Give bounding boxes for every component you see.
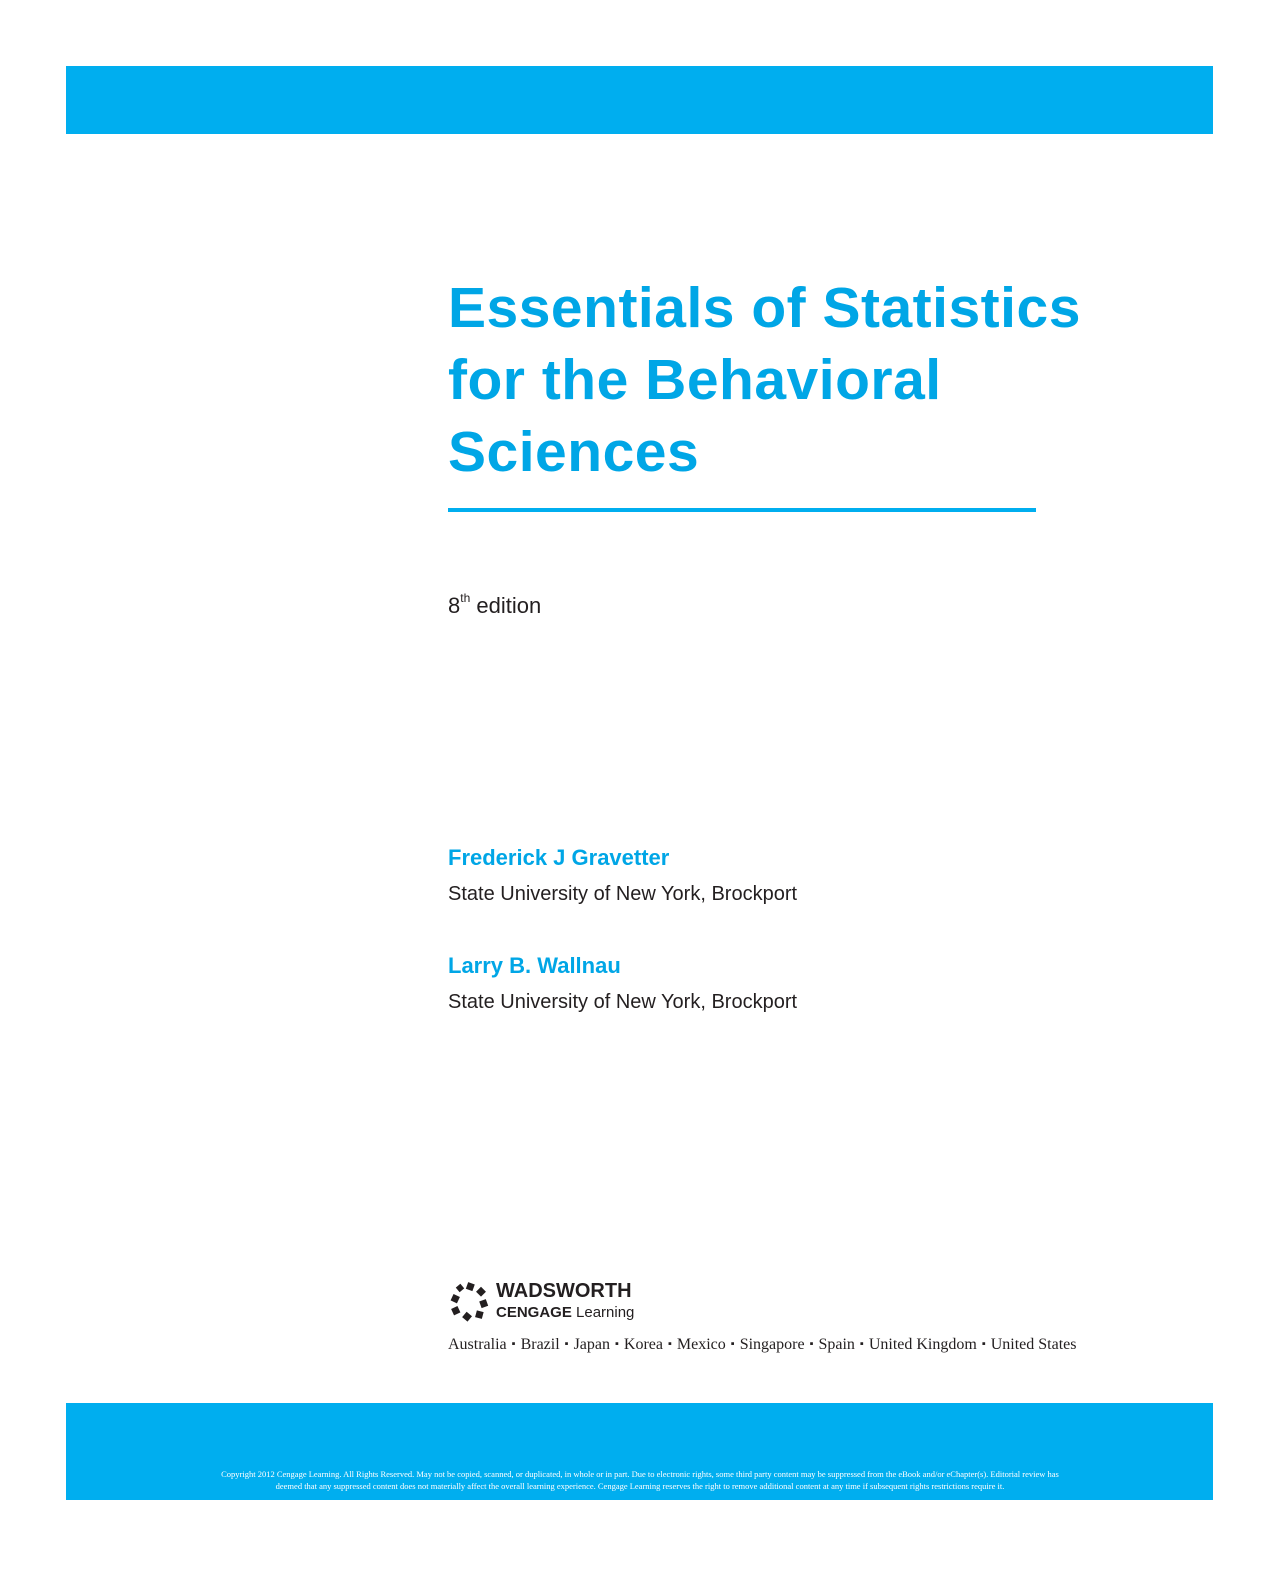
author-name: Larry B. Wallnau	[448, 953, 621, 978]
publisher-logo	[450, 1280, 670, 1326]
title-line: for the Behavioral	[448, 348, 942, 412]
logo-wordmark-bottom	[496, 1304, 634, 1321]
cengage-mark-icon	[450, 1282, 490, 1322]
bullet-separator: ▪	[730, 1338, 735, 1350]
bullet-separator: ▪	[511, 1338, 516, 1350]
publisher-countries	[448, 1336, 1077, 1354]
bullet-separator: ▪	[564, 1338, 569, 1350]
bullet-separator: ▪	[668, 1338, 672, 1350]
title-line: Sciences	[448, 420, 700, 484]
logo-wordmark-top: WADSWORTH	[496, 1280, 632, 1302]
bullet-separator: ▪	[859, 1338, 864, 1350]
bullet-separator: ▪	[981, 1338, 986, 1350]
top-color-band	[66, 66, 1213, 134]
country-name: United States	[990, 1336, 1077, 1353]
logo-cengage: CENGAGE	[496, 1304, 572, 1321]
country-name: United Kingdom	[868, 1336, 977, 1353]
country-name: Singapore	[739, 1336, 805, 1353]
country-name: Spain	[818, 1336, 855, 1353]
edition-word: edition	[476, 593, 542, 618]
logo-learning: Learning	[576, 1304, 635, 1321]
country-name: Japan	[573, 1336, 610, 1353]
bullet-separator: ▪	[809, 1338, 814, 1350]
author-affiliation: State University of New York, Brockport	[448, 991, 798, 1013]
title-rule	[448, 508, 1036, 512]
country-name: Korea	[623, 1336, 663, 1353]
book-title	[448, 272, 1148, 488]
copyright-notice	[90, 1468, 1190, 1492]
title-line: Essentials of Statistics	[448, 276, 1081, 340]
country-name: Brazil	[520, 1336, 560, 1353]
copyright-line: Copyright 2012 Cengage Learning. All Rights Reserved. May not be copied, scanned, or duplicated, in whole or in part. Due to electronic rights, some third party content may be suppressed from the eBook and/or eChapter(s). Editorial review has	[221, 1469, 1059, 1479]
country-name: Mexico	[676, 1336, 726, 1353]
author-name: Frederick J Gravetter	[448, 845, 670, 870]
edition-suffix: th	[460, 591, 471, 605]
edition-number: 8	[448, 593, 461, 618]
author-affiliation: State University of New York, Brockport	[448, 883, 798, 905]
bullet-separator: ▪	[615, 1338, 619, 1350]
copyright-line: deemed that any suppressed content does not materially affect the overall learning experience. Cengage Learning reserves the right to remove additional content at any time if subsequent rights restrictions require it.	[275, 1481, 1005, 1491]
country-name: Australia	[448, 1336, 507, 1353]
edition-label	[448, 593, 541, 619]
